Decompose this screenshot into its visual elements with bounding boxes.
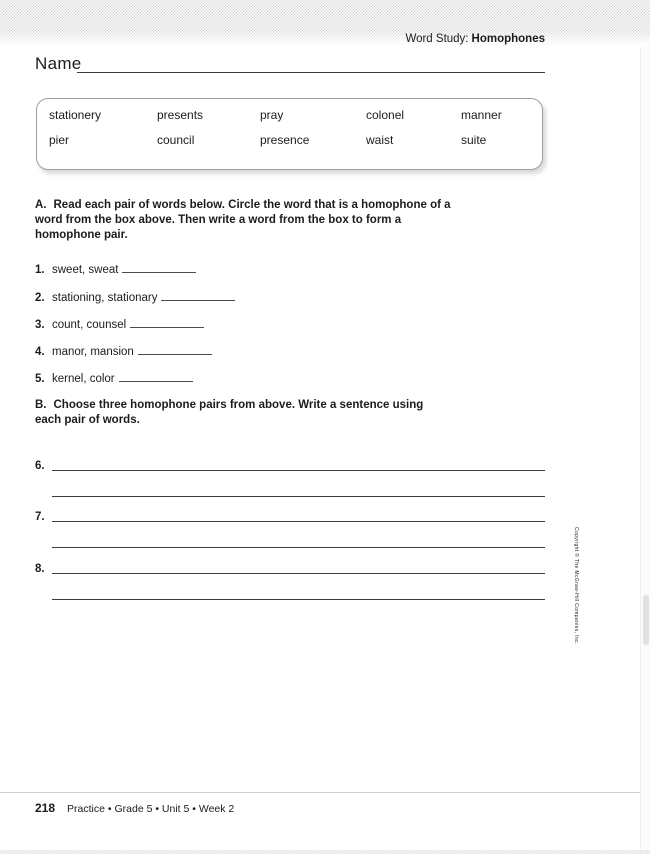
item-5-words: kernel, color [52,373,115,385]
item-8-number: 8. [35,563,45,575]
section-b-heading [35,398,423,428]
word-bank-word: presents [157,108,204,122]
section-b-line-2: each pair of words. [35,414,140,426]
word-bank-word: suite [461,133,487,147]
item-5-answer-blank [119,371,193,382]
name-fill-in-line [77,72,545,73]
item-1-words: sweet, sweat [52,264,119,276]
item-2-answer-blank [161,290,235,301]
word-bank-word: stationery [49,108,102,122]
page-number: 218 [35,801,56,815]
item-5-number: 5. [35,373,45,385]
item-7-number: 7. [35,511,45,523]
word-bank-grid [37,99,542,147]
item-2-number: 2. [35,292,45,304]
item-5 [35,371,193,385]
item-3-answer-blank [130,317,204,328]
scrollbar-track[interactable] [640,0,650,854]
section-a-heading [35,198,451,243]
item-3 [35,317,204,331]
footer-divider [0,792,642,793]
scrollbar-thumb[interactable] [643,595,649,645]
section-b-line-1: Choose three homophone pairs from above. Write a sentence using [53,399,424,411]
item-6-number: 6. [35,460,45,472]
section-a-label: A. [35,199,47,211]
word-bank-word: pray [260,108,284,122]
scan-edge-bottom [0,850,650,854]
item-7-writing-line-1 [52,521,545,522]
word-bank-word: waist [366,133,394,147]
header-lesson-type: Word Study: [405,33,469,45]
footer [35,801,234,815]
word-bank-word: council [157,133,195,147]
copyright-notice: Copyright © The McGraw-Hill Companies, Inc. [573,527,579,645]
section-b-label: B. [35,399,47,411]
header-lesson-title: Homophones [471,33,545,45]
word-bank-word: manner [461,108,502,122]
word-bank-box [36,98,543,170]
item-4-words: manor, mansion [52,346,134,358]
item-7-writing-line-2 [52,547,545,548]
item-8-writing-line-1 [52,573,545,574]
footer-breadcrumb: Practice • Grade 5 • Unit 5 • Week 2 [67,803,235,815]
word-bank-word: pier [49,133,70,147]
item-3-words: count, counsel [52,319,127,331]
page-header [0,33,545,45]
item-4-number: 4. [35,346,45,358]
item-1-answer-blank [122,262,196,273]
item-4 [35,344,212,358]
item-1-number: 1. [35,264,45,276]
item-4-answer-blank [138,344,212,355]
item-2 [35,290,235,304]
name-label: Name [35,54,82,73]
word-bank-word: presence [260,133,310,147]
section-a-line-3: homophone pair. [35,229,128,241]
item-8-writing-line-2 [52,599,545,600]
section-a-line-2: word from the box above. Then write a word from the box to form a [35,214,402,226]
item-1 [35,262,196,276]
word-bank-word: colonel [366,108,405,122]
section-a-line-1: Read each pair of words below. Circle the word that is a homophone of a [53,199,451,211]
item-2-words: stationing, stationary [52,292,158,304]
item-3-number: 3. [35,319,45,331]
item-6-writing-line-1 [52,470,545,471]
item-6-writing-line-2 [52,496,545,497]
